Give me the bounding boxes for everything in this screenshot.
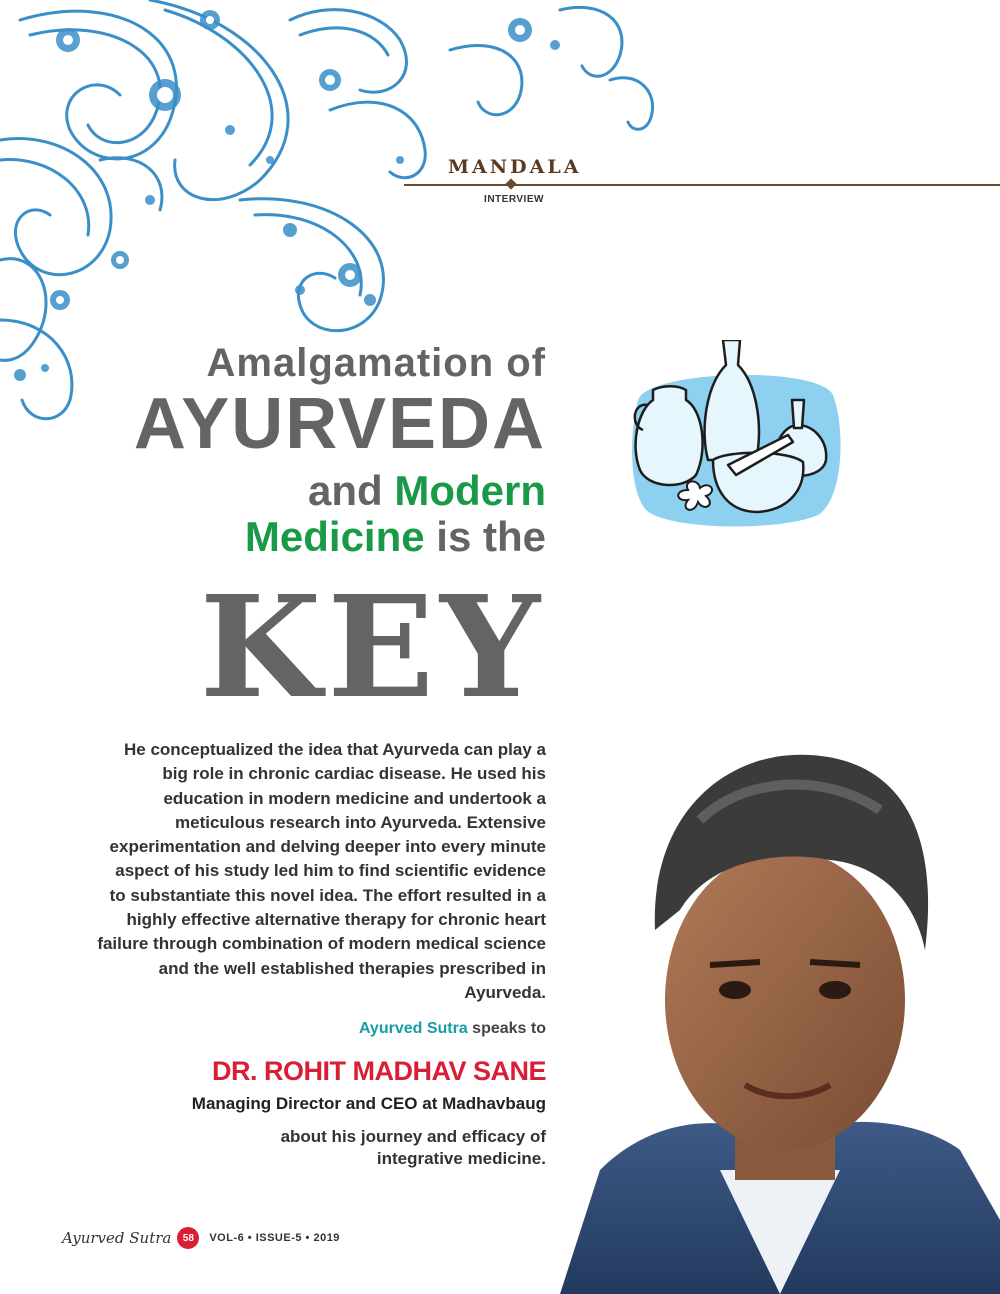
footer-brand: Ayurved Sutra	[62, 1229, 172, 1247]
headline-and: and	[308, 467, 395, 514]
apothecary-bottles-illustration	[628, 340, 848, 530]
about-text: about his journey and efficacy of integrative medicine.	[280, 1127, 546, 1168]
section-title: MANDALA	[448, 156, 582, 178]
page-footer	[62, 1226, 340, 1250]
issue-info: VOL-6 • ISSUE-5 • 2019	[209, 1232, 340, 1244]
headline-is-the: is the	[424, 513, 546, 560]
headline-modern: Modern	[394, 467, 546, 514]
headline-line-4	[134, 514, 546, 560]
headline-line-2: AYURVEDA	[133, 384, 546, 464]
headline-line-1: Amalgamation of	[206, 341, 546, 385]
headline-line-3	[134, 468, 546, 514]
headline-key: KEY	[199, 566, 546, 730]
speaks-brand: Ayurved Sutra	[358, 1020, 468, 1037]
speaks-text: speaks to	[467, 1020, 546, 1037]
speaks-line	[359, 1020, 546, 1038]
section-rule	[404, 184, 1000, 186]
headline-medicine: Medicine	[244, 513, 425, 560]
headline	[133, 340, 546, 730]
section-subtitle: INTERVIEW	[484, 194, 544, 205]
intro-paragraph: He conceptualized the idea that Ayurveda can play a big role in chronic cardiac disease. He used his education in modern medicine and undertook a meticulous research into Ayurveda. Extensive experimentation and delving deeper into every minute aspect of his study led him to find scientific evidence to substantiate this novel idea. The effort resulted in a highly effective alternative therapy for chronic heart failure through combination of modern medical science and the well established therapies prescribed in Ayurveda.	[97, 740, 546, 1002]
portrait-photo	[560, 700, 1000, 1294]
page-number: 58	[177, 1227, 199, 1249]
person-title: Managing Director and CEO at Madhavbaug	[191, 1094, 546, 1113]
person-name: DR. ROHIT MADHAV SANE	[211, 1056, 546, 1086]
